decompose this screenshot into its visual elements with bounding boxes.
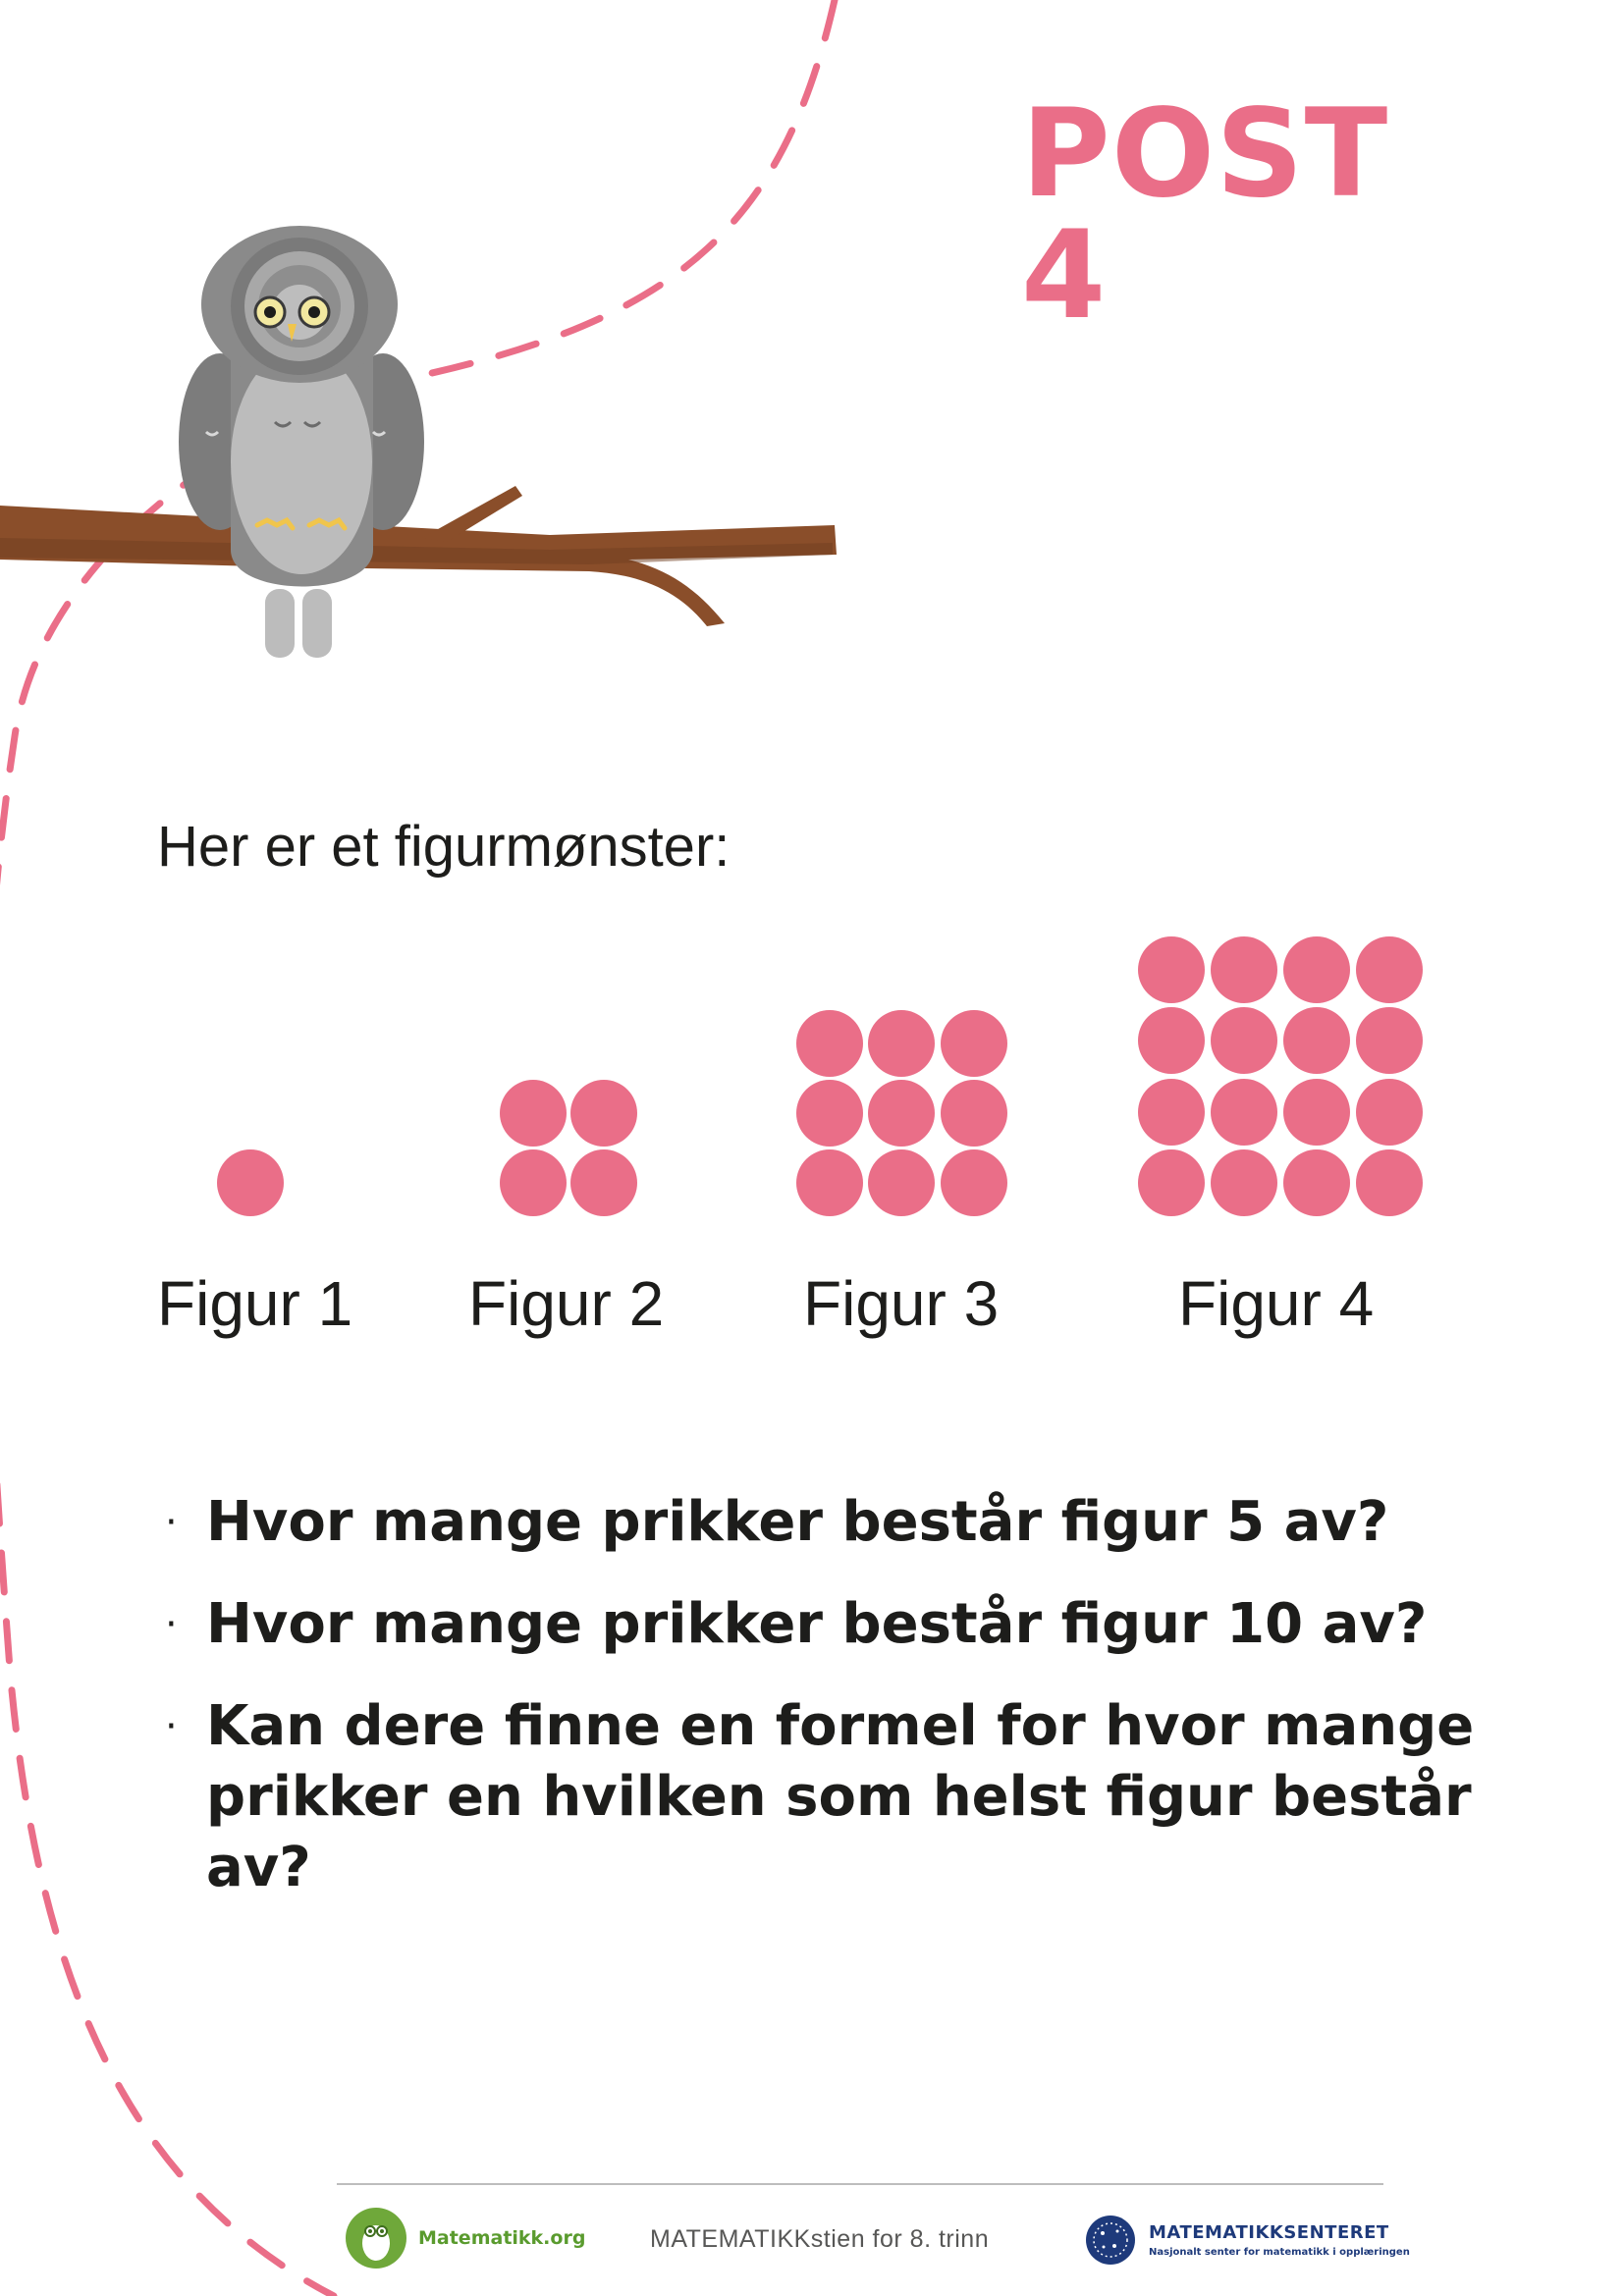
dot: [217, 1149, 284, 1216]
dot: [1138, 1007, 1205, 1074]
footer-right-logo: [1084, 2211, 1410, 2269]
dot: [796, 1010, 863, 1077]
intro-text: Her er et figurmønster:: [157, 815, 731, 879]
globe-logo-icon: [1084, 2214, 1137, 2267]
figure-4-label: Figur 4: [1178, 1268, 1375, 1339]
figure-4-dots: [1138, 936, 1423, 1216]
footer-right-subtitle: Nasjonalt senter for matematikk i opplæringen: [1149, 2247, 1410, 2258]
dot: [1211, 936, 1277, 1003]
footer-right-text: [1149, 2222, 1410, 2258]
figure-1-dots: [217, 1149, 284, 1216]
dot: [500, 1149, 567, 1216]
question-text-line-2: prikker en hvilken som helst figur består av?: [206, 1765, 1472, 1899]
dot: [796, 1080, 863, 1147]
dot: [570, 1149, 637, 1216]
dot: [1138, 936, 1205, 1003]
figure-1-label: Figur 1: [157, 1268, 353, 1339]
footer-left-brand: Matematikk.org: [418, 2227, 586, 2249]
figure-3-label: Figur 3: [803, 1268, 1000, 1339]
dot: [1283, 1007, 1350, 1074]
question-text-line-1: Kan dere finne en formel for hvor mange: [206, 1694, 1475, 1758]
figure-2-label: Figur 2: [468, 1268, 665, 1339]
dot: [1283, 1079, 1350, 1146]
footer-divider: [337, 2183, 1383, 2185]
dot: [1283, 1149, 1350, 1216]
question-text: Hvor mange prikker består figur 10 av?: [206, 1592, 1428, 1656]
dot: [796, 1149, 863, 1216]
dot: [868, 1010, 935, 1077]
dot: [1138, 1149, 1205, 1216]
figure-2-dots: [500, 1080, 637, 1216]
dot: [1211, 1007, 1277, 1074]
bullet: ·: [165, 1602, 178, 1647]
dot: [1356, 1149, 1423, 1216]
dot: [570, 1080, 637, 1147]
footer-left-logo: [344, 2204, 585, 2272]
owl-illustration: [179, 226, 424, 658]
dot: [941, 1080, 1007, 1147]
owl-logo-icon: [344, 2206, 408, 2270]
bullet: ·: [165, 1500, 178, 1545]
dot: [1211, 1079, 1277, 1146]
footer-right-name: MATEMATIKKSENTERET: [1149, 2222, 1389, 2243]
dot: [941, 1010, 1007, 1077]
figure-3-dots: [796, 1010, 1007, 1216]
dot: [1283, 936, 1350, 1003]
question-item: [157, 1589, 1532, 1660]
dot: [1211, 1149, 1277, 1216]
dot: [1356, 1079, 1423, 1146]
dot: [1138, 1079, 1205, 1146]
dot: [868, 1149, 935, 1216]
dot: [941, 1149, 1007, 1216]
question-item: [157, 1691, 1532, 1903]
dot: [868, 1080, 935, 1147]
question-list: [157, 1487, 1532, 1935]
dot: [500, 1080, 567, 1147]
dot: [1356, 1007, 1423, 1074]
bullet: ·: [165, 1704, 178, 1749]
post-title: POST 4: [1021, 83, 1389, 347]
branch-illustration: [0, 486, 837, 626]
question-item: [157, 1487, 1532, 1558]
dot: [1356, 936, 1423, 1003]
footer-center-text: MATEMATIKKstien for 8. trinn: [650, 2225, 990, 2253]
question-text: Hvor mange prikker består figur 5 av?: [206, 1490, 1389, 1554]
